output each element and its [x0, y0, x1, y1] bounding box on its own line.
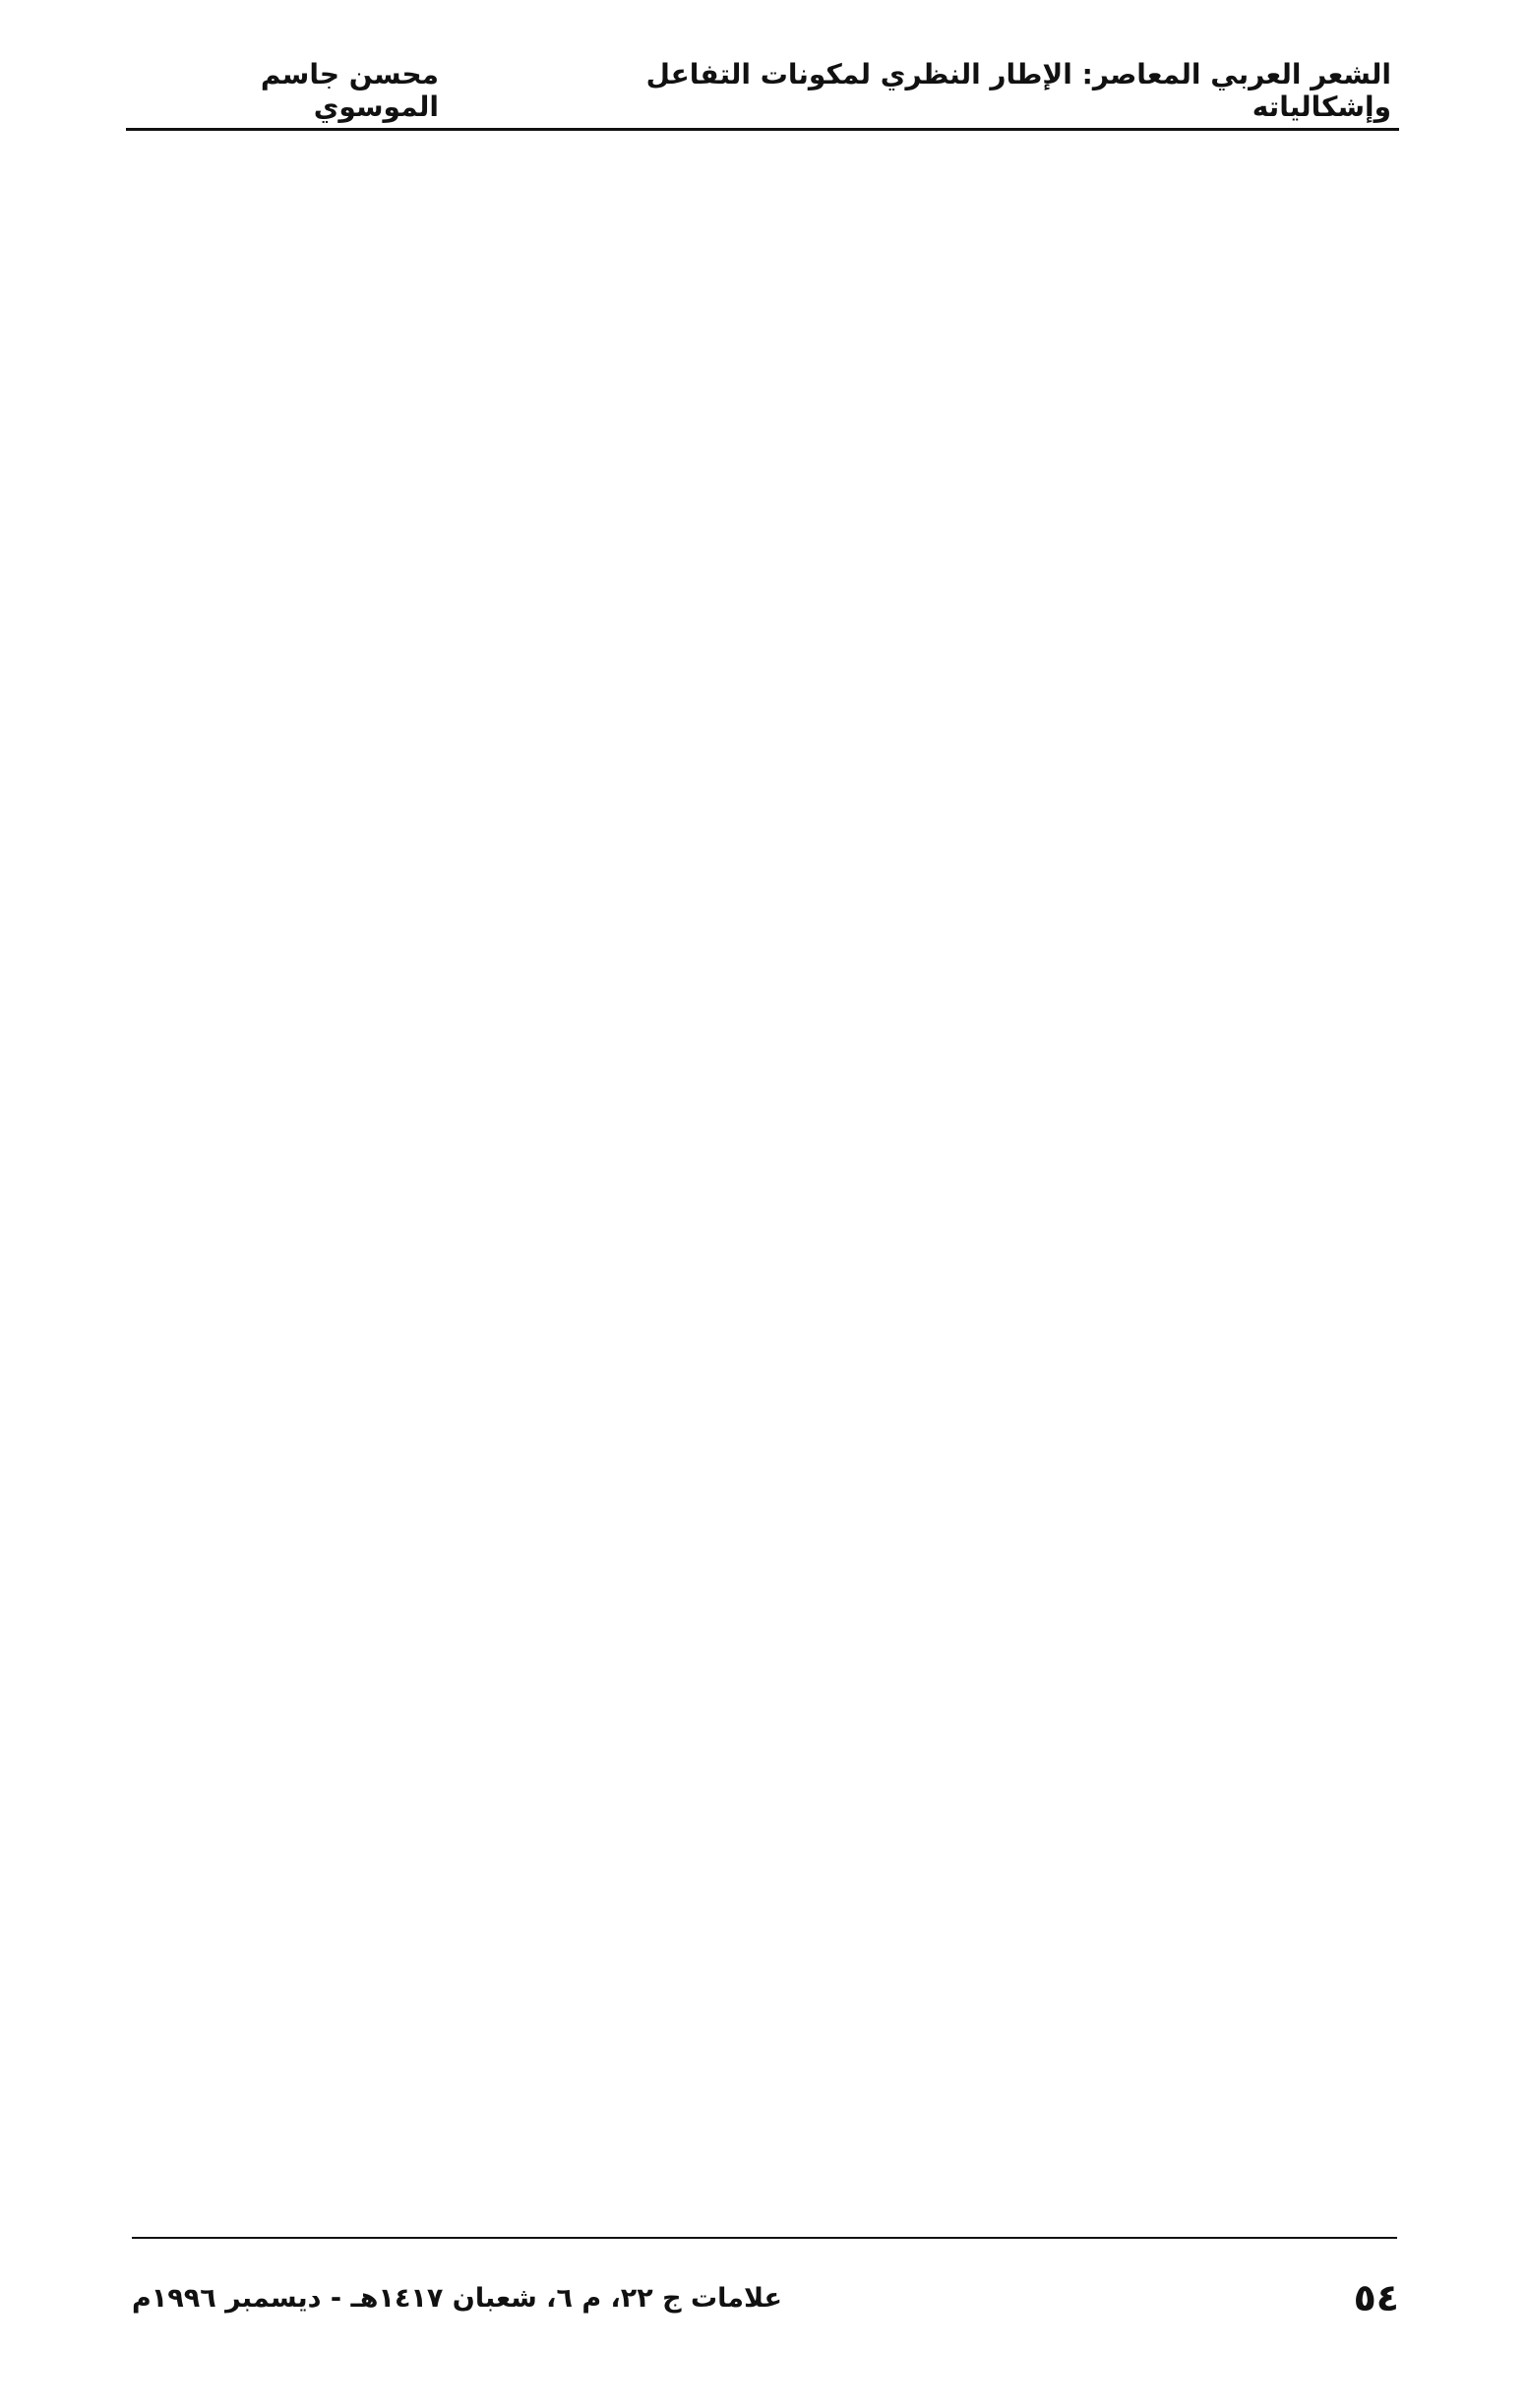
running-header: [126, 55, 1391, 124]
header-divider: [126, 128, 1399, 131]
header-author: محسن جاسم الموسوي: [260, 57, 439, 124]
header-title: الشعر العربي المعاصر: الإطار النظري لمكونات التفاعل وإشكالياته: [645, 57, 1391, 124]
page-footer: [132, 2274, 1399, 2321]
page-number: ٥٤: [1353, 2276, 1399, 2319]
journal-citation: علامات ج ٢٢، م ٦، شعبان ١٤١٧هـ - ديسمبر ١٩٩٦م: [132, 2282, 782, 2314]
footer-divider: [132, 2237, 1397, 2239]
